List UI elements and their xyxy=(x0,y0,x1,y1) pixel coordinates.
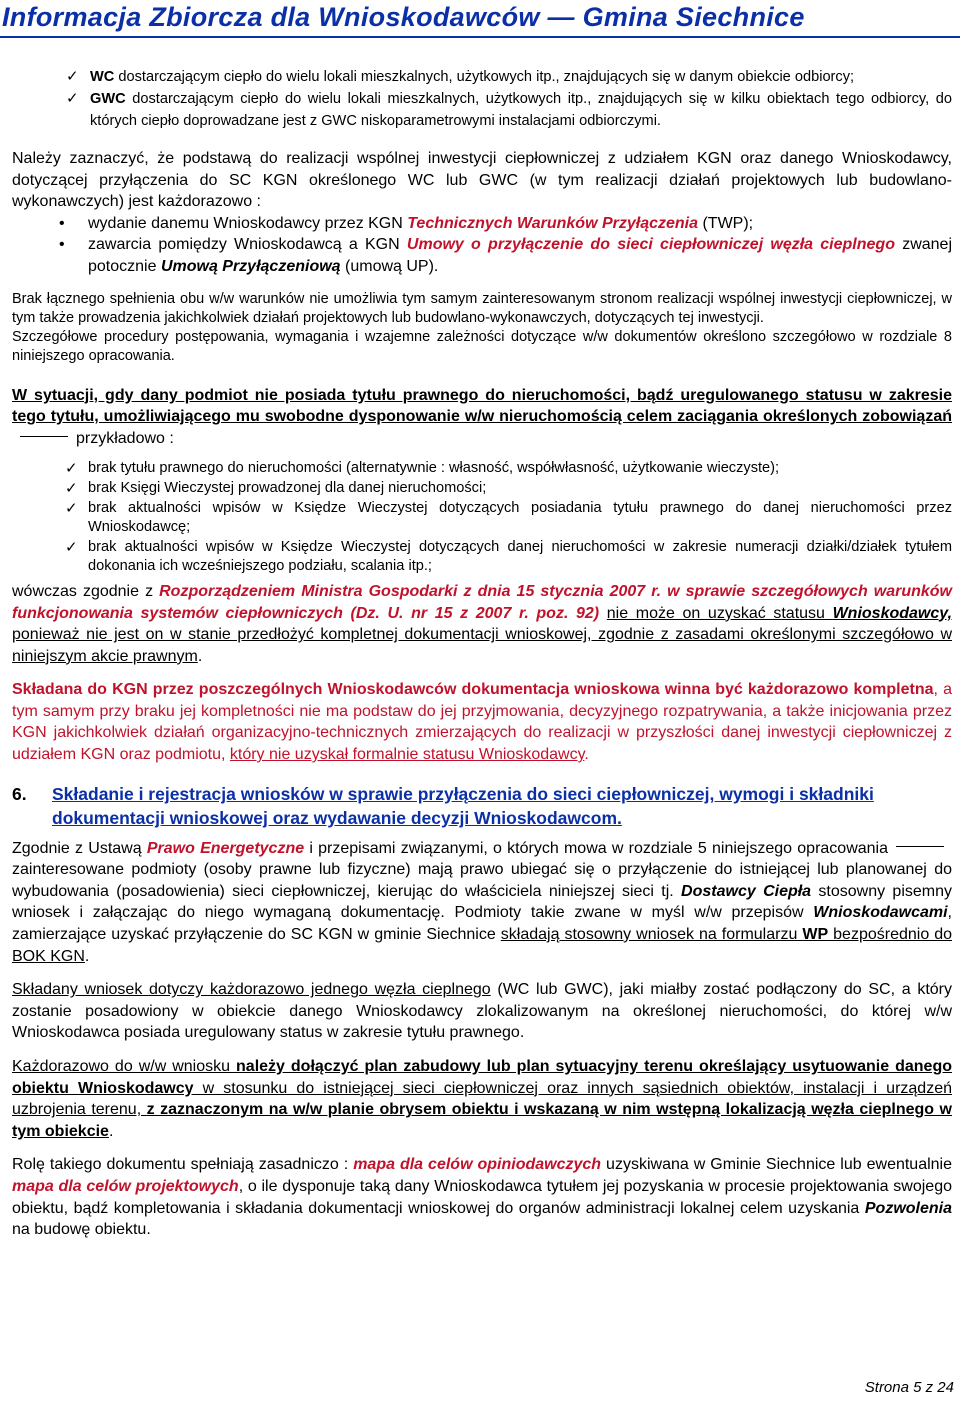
list-item: ✓ brak tytułu prawnego do nieruchomości (alternatywnie : własność, współwłasność, użytkowanie wieczyste); xyxy=(65,460,780,478)
small-paragraphs xyxy=(12,290,952,366)
checkmark-icon: ✓ xyxy=(65,499,78,517)
paragraph-p4: W sytuacji, gdy dany podmiot nie posiada tytułu prawnego do nieruchomości, bądź uregulowanego statusu w zakresie tego tytułu, umożliwiającego mu swobodne dysponowanie w/w nieruchomością celem zaciągania określonych zobowiązańprzykładowo : xyxy=(12,386,952,447)
header-rule xyxy=(0,36,960,38)
paragraph-p3: Szczegółowe procedury postępowania, wymagania i wzajemne zależności dotyczące w/w dokumentów określono szczegółowo w rozdziale 8 niniejszego opracowania. xyxy=(12,328,952,364)
dash-line xyxy=(896,846,944,847)
paragraph-p1: Należy zaznaczyć, że podstawą do realizacji wspólnej inwestycji ciepłowniczej z udziałem KGN oraz danego Wnioskodawcy, dotyczącej przyłączenia do SC KGN określonego WC lub GWC (w tym realizacji działań projektowych lub budowlano-wykonawczych) jest każdorazowo : xyxy=(12,150,952,211)
paragraph-p6: Składana do KGN przez poszczególnych Wnioskodawców dokumentacja wnioskowa winna być każdorazowo kompletna, a tym samym przy braku jej kompletności nie ma podstaw do jej przyjmowania, decyzyjnego rozpatrywania, a także inicjowania przez KGN jakichkolwiek działań organizacyjno-technicznych zmierzających do realizacji w przyszłości danej inwestycji ciepłowniczej z udziałem KGN oraz podmiotu, który nie uzyskał formalnie statusu Wnioskodawcy. xyxy=(12,681,952,764)
list-item: ✓ brak aktualności wpisów w Księdze Wieczystej dotyczących danej nieruchomości w zakresie numeracji działki/działek tytułem dokonania ich wcześniejszego podziału, scalania itp.; xyxy=(65,538,952,575)
paragraph-p10: Rolę takiego dokumentu spełniają zasadniczo : mapa dla celów opiniodawczych uzyskiwana w Gminie Siechnice lub ewentualnie mapa dla celów projektowych, o ile dysponuje taką dany Wnioskodawca tytułem jej pozyskania w procesie projektowania swojego obiektu, bądź kompletowania i składania dokumentacji wnioskowej do organów administracji lokalnej celem uzyskania Pozwolenia na budowę obiektu. xyxy=(12,1156,953,1239)
list-item: • wydanie danemu Wnioskodawcy przez KGN Technicznych Warunków Przyłączenia (TWP); xyxy=(12,213,952,235)
paragraph-p7: Zgodnie z Ustawą Prawo Energetyczne i przepisami związanymi, o których mowa w rozdziale 5 niniejszego opracowaniazainteresowane podmioty (osoby prawne lub fizyczne) mają prawo ubiegać się o przyłączenie do istniejącej lub planowanej do wybudowania (posadowienia) sieci ciepłowniczej, kierując do właściciela niniejszej sieci tj. Dostawcy Ciepła stosowny pisemny wniosek i załączając do niego wymaganą dokumentację. Podmioty takie zwane w myśl w/w przepisów Wnioskodawcami, zamierzające uzyskać przyłączenie do SC KGN w gminie Siechnice składają stosowny wniosek na formularzu WP bezpośrednio do BOK KGN. xyxy=(12,839,953,965)
list-item: ✓ GWC dostarczającym ciepło do wielu lokali mieszkalnych, użytkowych itp., znajdujących się w kilku obiektach tego odbiorcy, do których ciepło doprowadzane jest z GWC niskoparametrowymi instalacjami odbiorczymi. xyxy=(66,90,952,129)
page-header xyxy=(0,0,960,40)
paragraph-p2: Brak łącznego spełnienia obu w/w warunków nie umożliwia tym samym zainteresowanym stronom realizacji wspólnej inwestycji ciepłowniczej, w tym także prowadzenia jakichkolwiek działań projektowych lub budowlano-wykonawczych, dotyczących tej inwestycji. xyxy=(12,290,952,326)
bullet-list xyxy=(12,213,952,278)
checkmark-icon: ✓ xyxy=(66,68,79,85)
bullet-icon: • xyxy=(59,214,65,232)
paragraph-p8: Składany wniosek dotyczy każdorazowo jednego węzła cieplnego (WC lub GWC), jaki miałby zostać podłączony do SC, a który zostanie posadowiony w obiekcie danego Wnioskodawcy zlokalizowanym na określonej nieruchomości, do której w/w Wnioskodawca posiada uregulowany status w zakresie tytułu prawnego. xyxy=(12,981,952,1042)
checkmark-icon: ✓ xyxy=(65,538,78,556)
section-title: Składanie i rejestracja wniosków w sprawie przyłączenia do sieci ciepłowniczej, wymogi i składniki dokumentacji wnioskowej oraz wydawanie decyzji Wnioskodawcom. xyxy=(52,783,874,828)
top-checklist xyxy=(12,66,952,132)
list-item: • zawarcia pomiędzy Wnioskodawcą a KGN Umowy o przyłączenie do sieci ciepłowniczej węzła cieplnego zwanej potocznie Umową Przyłączeniową (umową UP). xyxy=(59,236,952,275)
list-item: ✓ WC dostarczającym ciepło do wielu lokali mieszkalnych, użytkowych itp., znajdujących się w danym obiekcie odbiorcy; xyxy=(12,66,952,88)
bullet-icon: • xyxy=(59,236,65,254)
checkmark-icon: ✓ xyxy=(65,460,78,478)
section-number: 6. xyxy=(12,783,27,804)
page-number: Strona 5 z 24 xyxy=(864,1379,954,1396)
paragraph-p5: wówczas zgodnie z Rozporządzeniem Ministra Gospodarki z dnia 15 stycznia 2007 r. w sprawie szczegółowych warunków funkcjonowania systemów ciepłowniczych (Dz. U. nr 15 z 2007 r. poz. 92) nie może on uzyskać statusu Wnioskodawcy, ponieważ nie jest on w stanie przedłożyć kompletnej dokumentacji wnioskowej, zgodnie z zasadami określonymi szczegółowo w niniejszym akcie prawnym. xyxy=(12,582,953,665)
list-item: ✓ brak Księgi Wieczystej prowadzonej dla danej nieruchomości; xyxy=(65,479,487,497)
document-body xyxy=(12,66,952,1241)
paragraph-p9: Każdorazowo do w/w wniosku należy dołączyć plan zabudowy lub plan sytuacyjny terenu określający usytuowanie danego obiektu Wnioskodawcy w stosunku do istniejącej sieci ciepłowniczej oraz innych sąsiednich obiektów, instalacji i urządzeń uzbrojenia terenu, z zaznaczonym na w/w planie obrysem obiektu i wskazaną w nim wstępną lokalizacją węzła cieplnego w tym obiekcie. xyxy=(12,1058,952,1140)
header-title: Informacja Zbiorcza dla Wnioskodawców — Gmina Siechnice xyxy=(2,2,805,32)
dash-line xyxy=(20,436,68,437)
list-item: ✓ brak aktualności wpisów w Księdze Wieczystej dotyczących posiadania tytułu prawnego do danej nieruchomości przez Wnioskodawcę; xyxy=(65,499,952,536)
checkmark-icon: ✓ xyxy=(65,479,78,497)
section-heading xyxy=(12,782,952,830)
mid-checklist xyxy=(12,459,952,577)
checkmark-icon: ✓ xyxy=(66,90,79,107)
